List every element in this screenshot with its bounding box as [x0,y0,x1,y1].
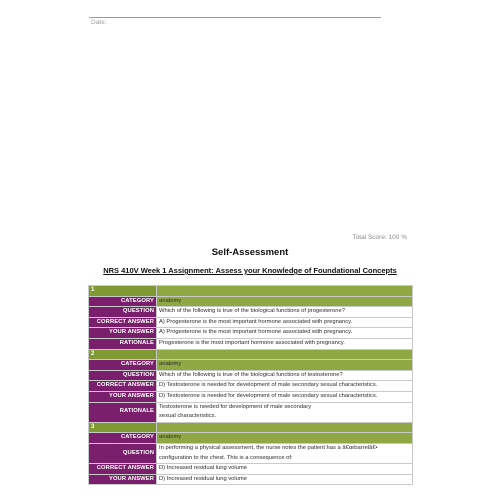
question-label: QUESTION [89,443,157,463]
your-answer-text: D) Testosterone is needed for development of male secondary sexual characteristics. [157,391,413,402]
item-number-row [89,286,413,297]
correct-answer-row [89,464,413,475]
your-answer-row [89,391,413,402]
date-line [89,17,381,18]
rationale-row [89,338,413,349]
item-number-row [89,422,413,433]
question-label: QUESTION [89,307,157,318]
your-answer-label: YOUR ANSWER [89,328,157,339]
category-row [89,296,413,307]
question-text: In performing a physical assessment, the nurse notes the patient has a â€œbarrelâ€• configuration to the chest. This is a consequence of: [157,443,413,463]
document-title: Self-Assessment [211,247,289,258]
category-row [89,433,413,444]
correct-answer-text: D) Increased residual lung volume [157,464,413,475]
your-answer-row [89,328,413,339]
item-number: 3 [89,422,157,433]
correct-answer-label: CORRECT ANSWER [89,381,157,392]
category-value: anatomy [157,296,413,307]
category-label: CATEGORY [89,296,157,307]
correct-answer-text: D) Testosterone is needed for development of male secondary sexual characteristics. [157,381,413,392]
question-text: Which of the following is true of the biological functions of progesterone? [157,307,413,318]
assessment-table [88,285,413,485]
question-text: Which of the following is true of the biological functions of testosterone? [157,370,413,381]
item-number: 1 [89,286,157,297]
rationale-label: RATIONALE [89,338,157,349]
document-subtitle: NRS 410V Week 1 Assignment: Assess your Knowledge of Foundational Concepts [103,266,397,275]
category-label: CATEGORY [89,360,157,371]
total-score: Total Score: 100 % [352,234,407,241]
your-answer-text: D) Increased residual lung volume [157,474,413,485]
category-value: anatomy [157,360,413,371]
question-row [89,443,413,463]
correct-answer-row [89,381,413,392]
question-row [89,307,413,318]
correct-answer-label: CORRECT ANSWER [89,317,157,328]
your-answer-row [89,474,413,485]
category-row [89,360,413,371]
your-answer-label: YOUR ANSWER [89,474,157,485]
question-label: QUESTION [89,370,157,381]
your-answer-label: YOUR ANSWER [89,391,157,402]
rationale-text: Progesterone is the most important hormone associated with pregnancy. [157,338,413,349]
rationale-label: RATIONALE [89,402,157,422]
category-label: CATEGORY [89,433,157,444]
correct-answer-label: CORRECT ANSWER [89,464,157,475]
item-number: 2 [89,349,157,360]
correct-answer-text: A) Progesterone is the most important hormone associated with pregnancy. [157,317,413,328]
your-answer-text: A) Progesterone is the most important hormone associated with pregnancy. [157,328,413,339]
item-number-row [89,349,413,360]
correct-answer-row [89,317,413,328]
date-label: Date: [91,19,107,26]
rationale-row [89,402,413,422]
rationale-text: Testosterone is needed for development of male secondary sexual characteristics. [157,402,413,422]
category-value: anatomy [157,433,413,444]
question-row [89,370,413,381]
